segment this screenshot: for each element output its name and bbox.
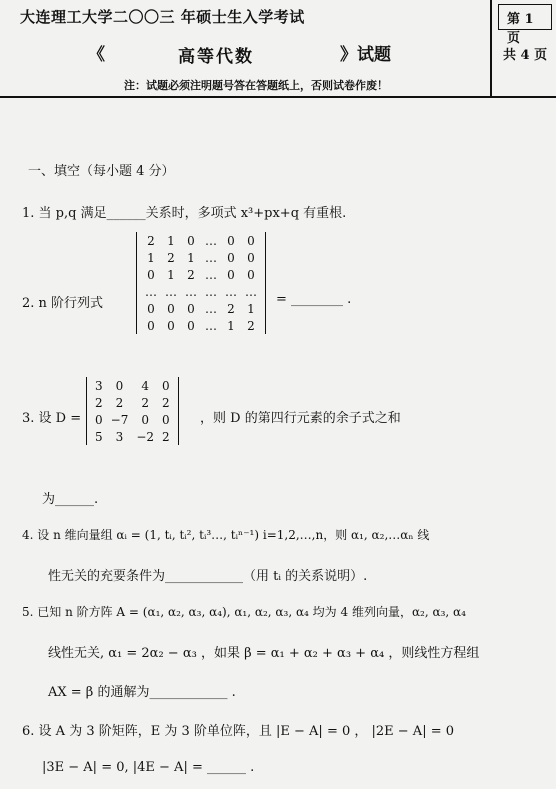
page-number-box [498, 4, 552, 46]
q2-matrix-cell: … [185, 284, 197, 299]
q2-matrix-cell: 2 [187, 267, 195, 282]
q2-matrix-cell: 0 [247, 267, 255, 282]
q2-matrix-cell: … [165, 284, 177, 299]
q3-matrix-row [91, 428, 174, 445]
question-4-line1: 4. 设 n 维向量组 αᵢ = (1, tᵢ, tᵢ², tᵢ³…, tᵢⁿ⁻¹) i=1,2,…,n，则 α₁, α₂,…αₙ 线 [22, 528, 430, 542]
total-pages: 共 4 页 [503, 48, 548, 63]
question-5-line1: 5. 已知 n 阶方阵 A = (α₁, α₂, α₃, α₄), α₁, α₂, α₃, α₄ 均为 4 维列向量，α₂, α₃, α₄ [22, 605, 466, 619]
q2-matrix-row [141, 232, 261, 249]
question-1: 1. 当 p,q 满足______关系时，多项式 x³+px+q 有重根. [22, 206, 347, 221]
q2-matrix-cell: 0 [227, 250, 235, 265]
subject-name: 高等代数 [178, 47, 254, 67]
q2-matrix-cell: … [205, 301, 217, 316]
q2-matrix-row [141, 283, 261, 300]
q2-matrix-cell: 0 [147, 301, 155, 316]
q2-matrix-cell: 0 [187, 318, 195, 333]
section-heading: 一、填空（每小题 4 分） [28, 164, 175, 179]
q2-equals: = ________ . [276, 292, 352, 307]
question-3-suffix: ，则 D 的第四行元素的余子式之和 [200, 411, 401, 426]
q2-matrix-cell: 2 [167, 250, 175, 265]
q2-matrix-cell: 0 [147, 267, 155, 282]
question-3-cont: 为______. [42, 492, 99, 507]
q3-matrix-cell: 0 [115, 378, 124, 393]
q2-matrix-cell: … [205, 284, 217, 299]
q3-matrix-cell: 5 [95, 429, 103, 444]
q3-matrix-row [91, 394, 174, 411]
q2-matrix-cell: 0 [247, 250, 255, 265]
q3-matrix-cell: −7 [110, 412, 129, 427]
q3-matrix-cell: 2 [162, 395, 170, 410]
q2-determinant [136, 232, 266, 334]
question-5-line2: 线性无关, α₁ = 2α₂ − α₃ ，如果 β = α₁ + α₂ + α₃ + α₄ ，则线性方程组 [48, 646, 480, 661]
question-6-line2: |3E − A| = 0, |4E − A| = ______ . [42, 760, 255, 775]
q3-determinant [86, 377, 179, 445]
q2-matrix-cell: … [145, 284, 157, 299]
q2-matrix-cell: 0 [167, 318, 175, 333]
q2-matrix-cell: 0 [147, 318, 155, 333]
q2-matrix-cell: 1 [167, 233, 175, 248]
page-number: 第 1 页 [507, 12, 534, 46]
q2-matrix-cell: 1 [247, 301, 255, 316]
q3-matrix-cell: 2 [141, 395, 150, 410]
question-6-line1: 6. 设 A 为 3 阶矩阵，E 为 3 阶单位阵，且 |E − A| = 0 ， |2E − A| = 0 [22, 724, 454, 739]
question-5-line3: AX = β 的通解为____________ . [48, 685, 236, 700]
exam-title: 大连理工大学二〇〇三 年硕士生入学考试 [20, 8, 305, 26]
q2-matrix-row [141, 249, 261, 266]
q3-matrix-cell: 4 [141, 378, 150, 393]
q2-matrix-cell: … [205, 233, 217, 248]
q2-matrix-cell: … [205, 318, 217, 333]
q2-matrix-cell: 0 [187, 233, 195, 248]
q3-matrix-row [91, 411, 174, 428]
q3-matrix-cell: 0 [162, 412, 170, 427]
subject-open-bracket: 《 [88, 45, 105, 65]
q2-matrix-cell: … [205, 250, 217, 265]
q2-matrix-cell: 2 [147, 233, 155, 248]
q2-matrix-cell: 1 [227, 318, 235, 333]
q3-matrix-cell: 3 [95, 378, 103, 393]
q2-matrix-cell: … [245, 284, 257, 299]
q3-matrix-table [91, 377, 174, 445]
q3-matrix-row [91, 377, 174, 394]
q3-matrix-cell: 3 [115, 429, 124, 444]
exam-note: 注：试题必须注明题号答在答题纸上，否则试卷作废！ [124, 79, 388, 92]
q2-matrix-row [141, 266, 261, 283]
header-divider-vertical [490, 0, 492, 96]
q2-matrix-cell: … [225, 284, 237, 299]
q2-matrix-cell: 2 [227, 301, 235, 316]
q2-matrix-cell: 1 [167, 267, 175, 282]
q2-matrix-cell: 0 [247, 233, 255, 248]
question-3-prefix: 3. 设 D = [22, 411, 82, 426]
q2-matrix-table [141, 232, 261, 334]
q3-matrix-cell: 2 [162, 429, 170, 444]
q3-matrix-cell: −2 [136, 429, 155, 444]
q2-matrix-cell: 1 [187, 250, 195, 265]
question-2-label: 2. n 阶行列式 [22, 296, 104, 311]
q2-matrix-cell: 0 [227, 267, 235, 282]
q2-matrix-cell: … [205, 267, 217, 282]
q3-matrix-cell: 2 [115, 395, 124, 410]
q2-matrix-cell: 0 [187, 301, 195, 316]
q2-matrix-cell: 2 [247, 318, 255, 333]
q3-matrix-cell: 0 [162, 378, 170, 393]
q3-matrix-cell: 2 [95, 395, 103, 410]
subject-close: 》试题 [340, 45, 391, 65]
header-divider [0, 96, 556, 98]
q3-matrix-cell: 0 [141, 412, 150, 427]
q2-matrix-row [141, 317, 261, 334]
q2-matrix-cell: 1 [147, 250, 155, 265]
question-4-line2: 性无关的充要条件为____________（用 tᵢ 的关系说明）. [48, 569, 368, 584]
q2-matrix-cell: 0 [167, 301, 175, 316]
q3-matrix-cell: 0 [95, 412, 103, 427]
q2-matrix-cell: 0 [227, 233, 235, 248]
q2-matrix-row [141, 300, 261, 317]
